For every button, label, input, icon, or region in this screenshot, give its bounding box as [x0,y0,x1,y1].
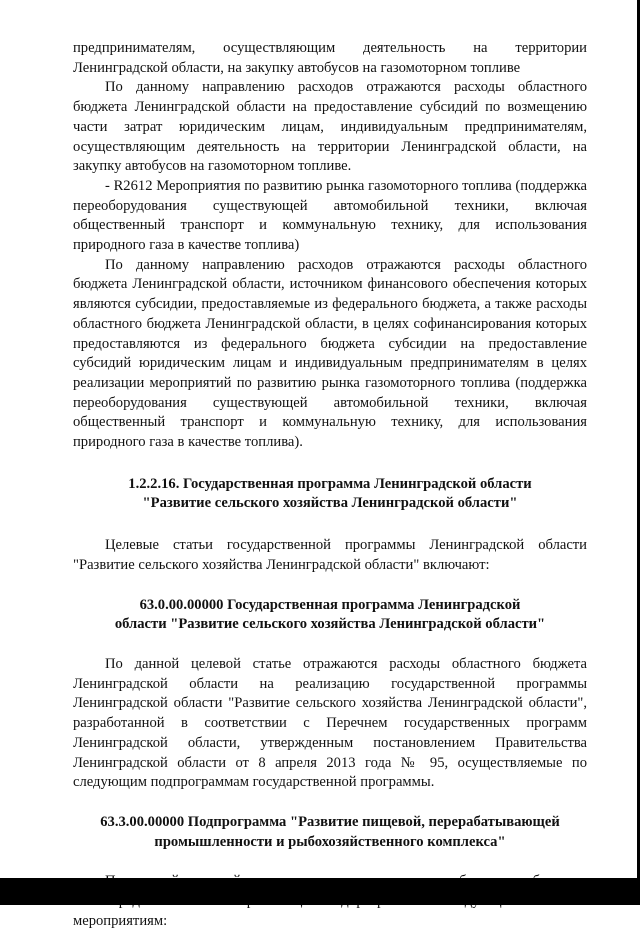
section-heading-63-3 [73,813,587,852]
paragraph-6: По данной целевой статье отражаются расходы областного бюджета Ленинградской области на реализацию государственной программы Ленинградской области "Развитие сельского хозяйства Ленинградской области", разработанной в соответствии с Перечнем государственных программ Ленинградской области, утвержденным постановлением Правительства Ленинградской области от 8 апреля 2013 года № 95, осуществляемые по следующим подпрограммам государственной программы. [73,655,587,791]
heading-line: 63.3.00.00000 Подпрограмма "Развитие пищевой, перерабатывающей [100,813,560,830]
spacer [73,793,587,813]
paragraph-3: - R2612 Мероприятия по развитию рынка газомоторного топлива (поддержка переоборудования существующей автомобильной техники, включая общественный транспорт и коммунальную технику, для использования природного газа в качестве топлива) [73,177,587,254]
heading-line: "Развитие сельского хозяйства Ленинградской области" [142,495,518,512]
heading-line: промышленности и рыбохозяйственного комплекса" [154,833,506,850]
spacer [73,576,587,596]
section-heading-1-2-2-16 [73,475,587,514]
paragraph-4: По данному направлению расходов отражаются расходы областного бюджета Ленинградской области, источником финансового обеспечения которых являются субсидии, предоставляемые из федерального бюджета, а также расходы областного бюджета Ленинградской области, в целях софинансирования которых предоставляются из федерального бюджета субсидии на предоставление субсидий юридическим лицам и индивидуальным предпринимателям в целях реализации мероприятий по развитию рынка газомоторного топлива (поддержка переоборудования существующей автомобильной техники, включая общественный транспорт и коммунальную технику, для использования природного газа в качестве топлива). [73,256,587,451]
spacer [73,852,587,872]
heading-line: 1.2.2.16. Государственная программа Ленинградской области [128,475,532,492]
heading-line: области "Развитие сельского хозяйства Ленинградской области" [114,616,546,633]
paragraph-2: По данному направлению расходов отражаются расходы областного бюджета Ленинградской области на предоставление субсидий по возмещению части затрат юридическим лицам, индивидуальным предпринимателям, осуществляющим деятельность на территории Ленинградской области, на закупку автобусов на газомоторном топливе. [73,79,587,175]
paragraph-7: мероприятиям: [73,912,168,929]
scan-bottom-border [0,878,640,905]
paragraph-1: предпринимателям, осуществляющим деятельность на территории Ленинградской области, на закупку автобусов на газомоторном топливе [73,40,587,76]
section-heading-63-0 [73,596,587,635]
spacer [73,514,587,536]
heading-line: 63.0.00.00000 Государственная программа Ленинградской [139,596,521,613]
spacer [73,453,587,475]
document-body [73,39,587,931]
spacer [73,635,587,655]
paragraph-5: Целевые статьи государственной программы Ленинградской области "Развитие сельского хозяйства Ленинградской области" включают: [73,537,587,573]
